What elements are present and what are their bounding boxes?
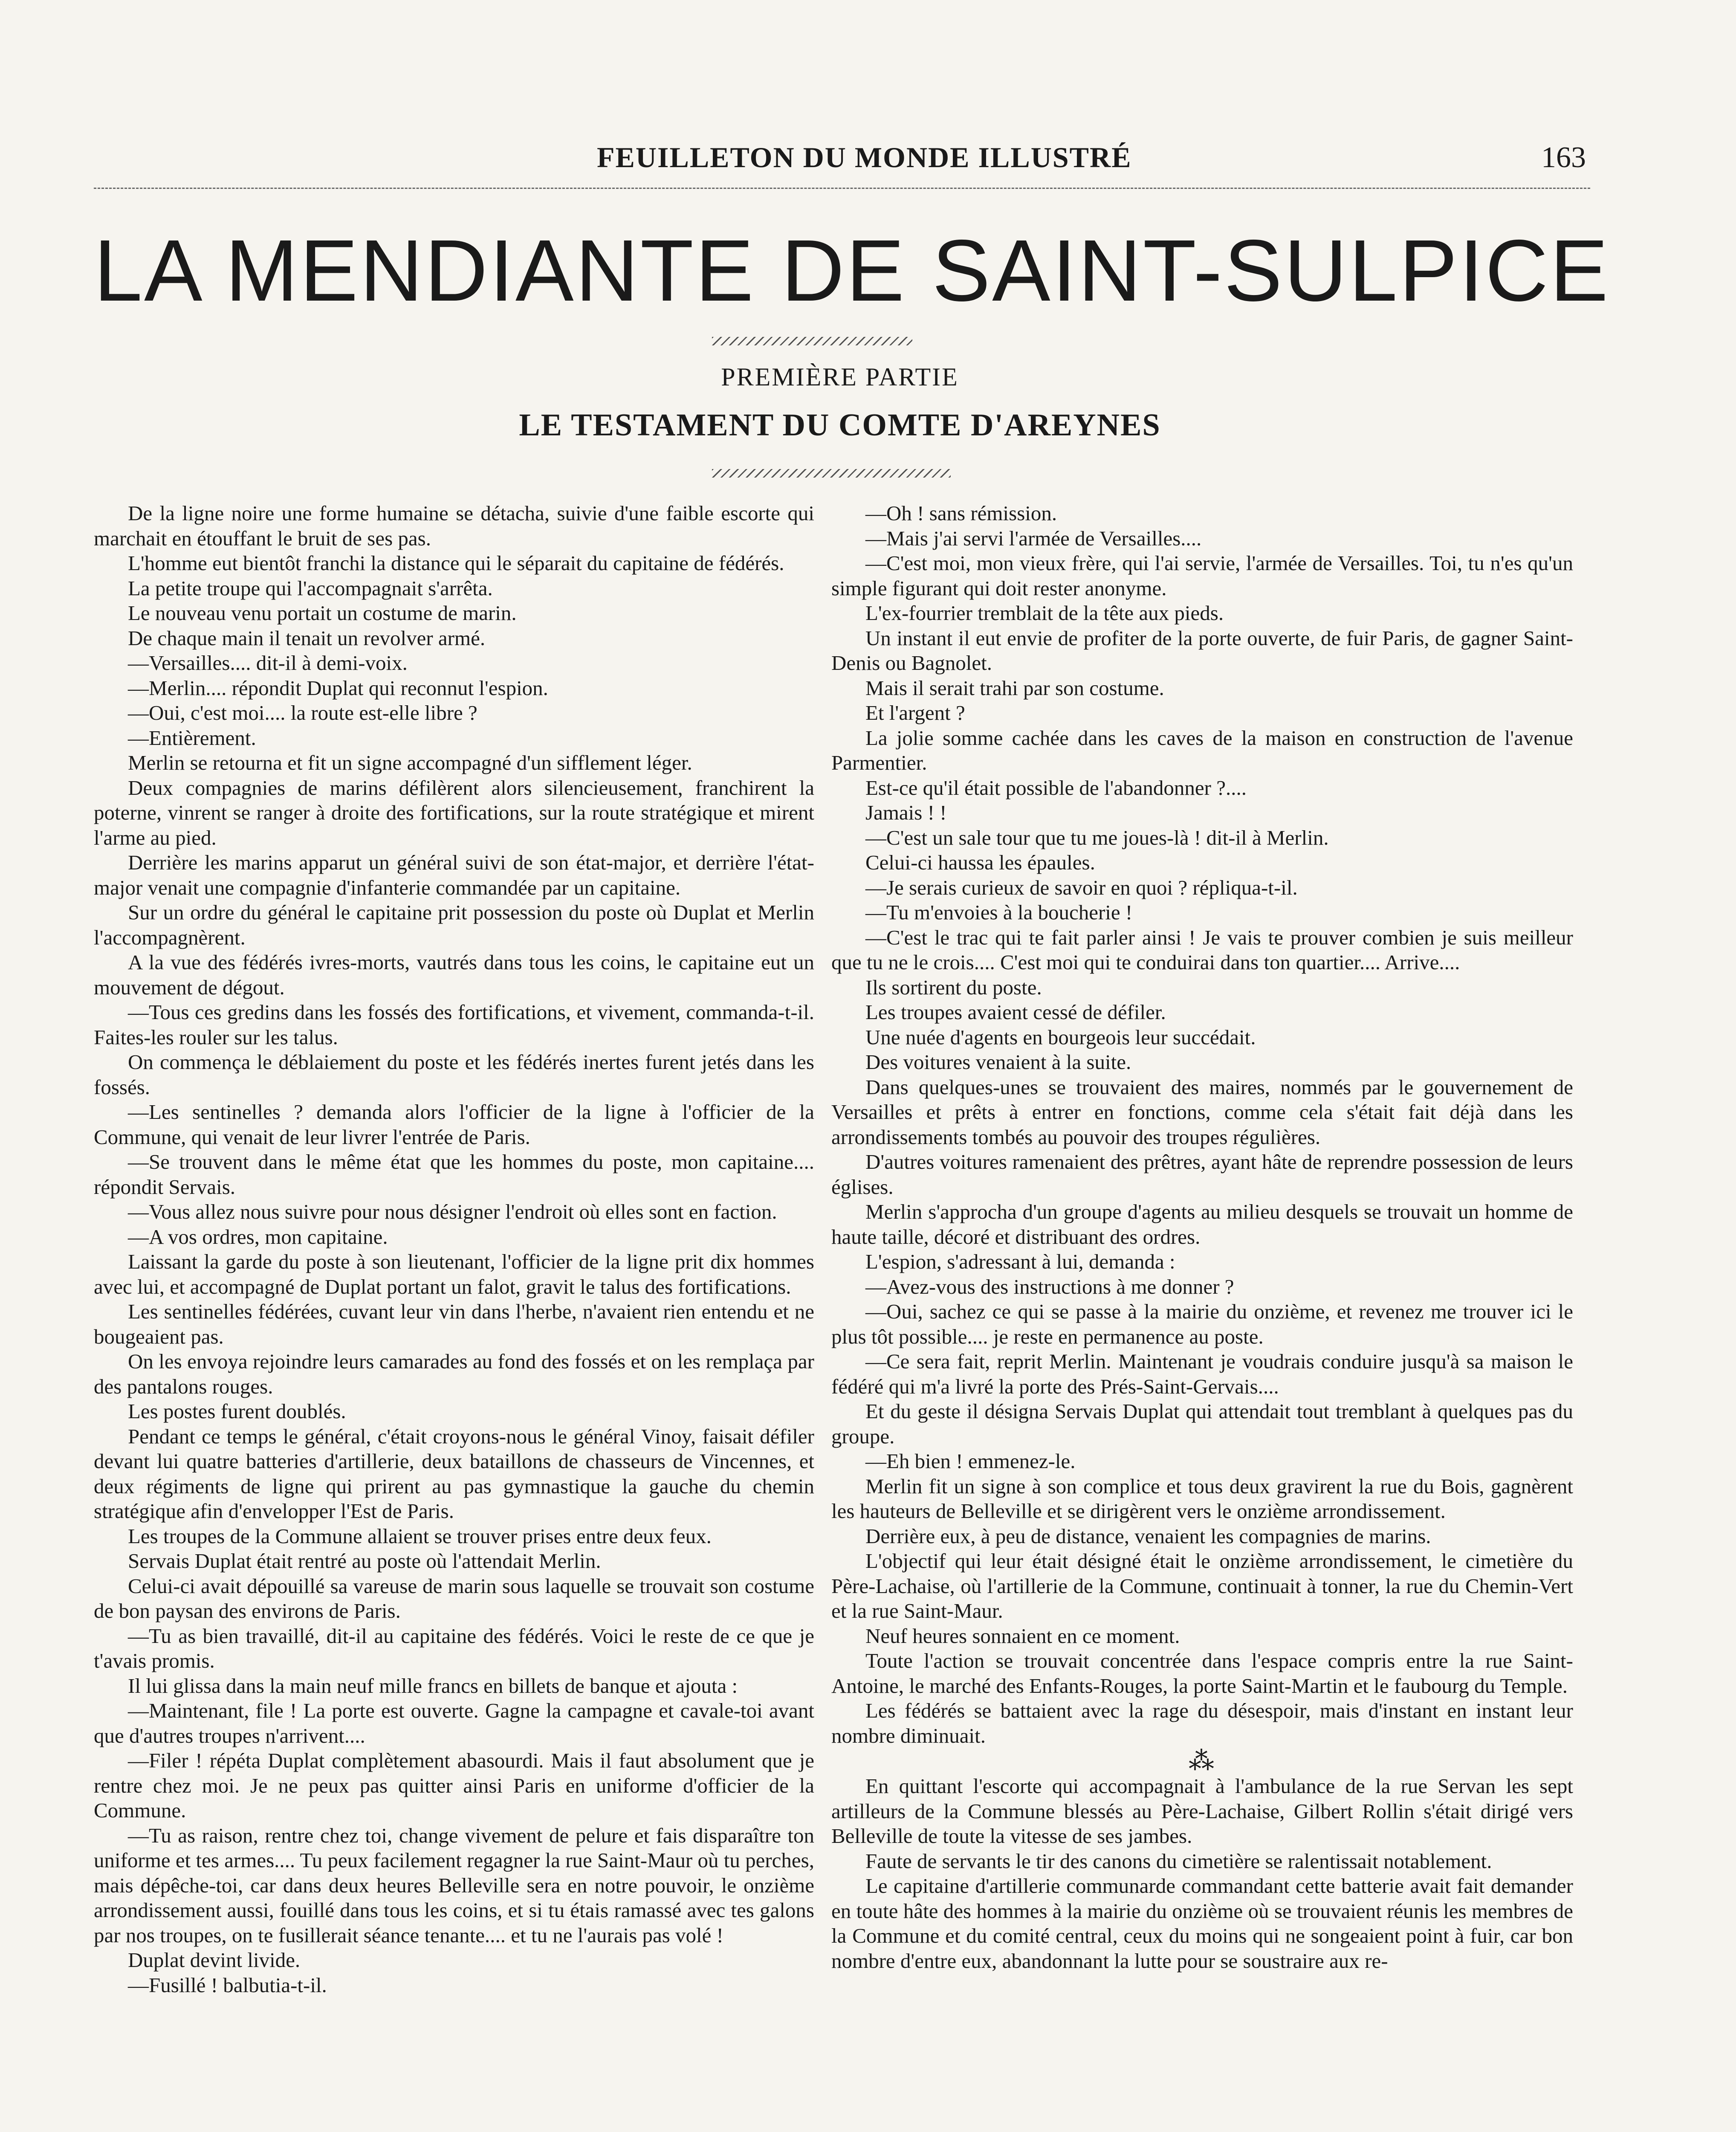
page-number: 163 (1541, 141, 1586, 174)
paragraph: Derrière eux, à peu de distance, venaient les compagnies de marins. (865, 1524, 1431, 1548)
paragraph: L'espion, s'adressant à lui, demanda : (865, 1250, 1175, 1273)
paragraph: Merlin se retourna et fit un signe accompagné d'un sifflement léger. (128, 751, 692, 774)
paragraph: Toute l'action se trouvait concentrée dans l'espace compris entre la rue Saint-Antoine, le marché des Enfants-Rouges, la porte Saint-Martin et le faubourg du Temple. (831, 1649, 1573, 1697)
paragraph: L'objectif qui leur était désigné était le onzième arrondissement, le cimetière du Père-Lachaise, où l'artillerie de la Commune, continuait à tonner, la rue du Chemin-Vert et la rue Saint-Maur. (831, 1549, 1573, 1622)
paragraph: —A vos ordres, mon capitaine. (128, 1225, 388, 1248)
right-column (831, 501, 1573, 1973)
paragraph: Sur un ordre du général le capitaine prit possession du poste où Duplat et Merlin l'accompagnèrent. (94, 901, 814, 949)
paragraph: —Versailles.... dit-il à demi-voix. (128, 651, 408, 675)
asterism-separator: ⁂ (1189, 1747, 1216, 1775)
paragraph: Les postes furent doublés. (128, 1399, 346, 1423)
paragraph: —Eh bien ! emmenez-le. (865, 1449, 1076, 1473)
paragraph: Dans quelques-unes se trouvaient des maires, nommés par le gouvernement de Versailles et prêts à entrer en fonctions, comme cela s'était fait déjà dans les arrondissements tombés au pouvoir des troupes régulières. (831, 1075, 1573, 1149)
subtitle: LE TESTAMENT DU COMTE D'AREYNES (519, 408, 1161, 443)
paragraph: Les sentinelles fédérées, cuvant leur vin dans l'herbe, n'avaient rien entendu et ne bougeaient pas. (94, 1300, 814, 1348)
paragraph: De chaque main il tenait un revolver armé. (128, 626, 486, 650)
paragraph: —C'est moi, mon vieux frère, qui l'ai servie, l'armée de Versailles. Toi, tu n'es qu'un simple figurant qui doit rester anonyme. (831, 551, 1573, 600)
paragraph: Merlin s'approcha d'un groupe d'agents au milieu desquels se trouvait un homme de haute taille, décoré et distribuant des ordres. (831, 1200, 1573, 1248)
paragraph: —Maintenant, file ! La porte est ouverte. Gagne la campagne et cavale-toi avant que d'autres troupes n'arrivent.... (94, 1699, 814, 1747)
paragraph: Derrière les marins apparut un général suivi de son état-major, et derrière l'état-major venait une compagnie d'infanterie commandée par un capitaine. (94, 851, 814, 899)
paragraph: Merlin fit un signe à son complice et tous deux gravirent la rue du Bois, gagnèrent les hauteurs de Belleville et se dirigèrent vers le onzième arrondissement. (831, 1474, 1573, 1523)
paragraph: Et du geste il désigna Servais Duplat qui attendait tout tremblant à quelques pas du groupe. (831, 1399, 1573, 1448)
paragraph: Jamais ! ! (865, 801, 947, 824)
paragraph: On les envoya rejoindre leurs camarades au fond des fossés et on les remplaça par des pantalons rouges. (94, 1350, 814, 1398)
paragraph: Est-ce qu'il était possible de l'abandonner ?.... (865, 776, 1247, 800)
running-title: FEUILLETON DU MONDE ILLUSTRÉ (597, 141, 1132, 174)
main-title: LA MENDIANTE DE SAINT-SULPICE (94, 222, 1610, 319)
paragraph: Les troupes avaient cessé de défiler. (865, 1000, 1166, 1024)
paragraph: Les fédérés se battaient avec la rage du désespoir, mais d'instant en instant leur nombre diminuait. (831, 1699, 1573, 1747)
paragraph: —Tu as bien travaillé, dit-il au capitaine des fédérés. Voici le reste de ce que je t'avais promis. (94, 1624, 814, 1672)
paragraph: Servais Duplat était rentré au poste où l'attendait Merlin. (128, 1549, 601, 1573)
wavy-divider-bottom (712, 469, 951, 478)
paragraph: —Merlin.... répondit Duplat qui reconnut l'espion. (128, 676, 548, 700)
paragraph: —Oui, c'est moi.... la route est-elle libre ? (128, 701, 477, 724)
paragraph: Le nouveau venu portait un costume de marin. (128, 601, 517, 625)
paragraph: —Tu as raison, rentre chez toi, change vivement de pelure et fais disparaître ton uniforme et tes armes.... Tu peux facilement regagner la rue Saint-Maur où tu perches, mais dépêche-toi, car dans deux heures Belleville sera en notre pouvoir, le onzième arrondissement aussi, fouillé dans tous les coins, et si tu étais ramassé avec tes galons par nos troupes, on te fusillerait séance tenante.... et tu ne l'aurais pas volé ! (94, 1823, 814, 1947)
paragraph: —Tous ces gredins dans les fossés des fortifications, et vivement, commanda-t-il. Faites-les rouler sur les talus. (94, 1000, 814, 1049)
paragraph: Mais il serait trahi par son costume. (865, 676, 1164, 700)
paragraph: Celui-ci haussa les épaules. (865, 851, 1095, 874)
paragraph: Duplat devint livide. (128, 1948, 301, 1972)
running-header (94, 141, 1586, 179)
paragraph: —Je serais curieux de savoir en quoi ? répliqua-t-il. (865, 875, 1298, 899)
paragraph: —Oui, sachez ce qui se passe à la mairie du onzième, et revenez me trouver ici le plus tôt possible.... je reste en permanence au poste. (831, 1300, 1573, 1348)
paragraph: La jolie somme cachée dans les caves de la maison en construction de l'avenue Parmentier. (831, 726, 1573, 774)
paragraph: De la ligne noire une forme humaine se détacha, suivie d'une faible escorte qui marchait en étouffant le bruit de ses pas. (94, 501, 814, 550)
paragraph: —Se trouvent dans le même état que les hommes du poste, mon capitaine.... répondit Servais. (94, 1150, 814, 1199)
paragraph: —C'est le trac qui te fait parler ainsi ! Je vais te prouver combien je suis meilleur que tu ne le crois.... C'est moi qui te conduirai dans ton quartier.... Arrive.... (831, 925, 1573, 974)
paragraph: Et l'argent ? (865, 701, 965, 724)
paragraph: Ils sortirent du poste. (865, 975, 1042, 999)
paragraph: Pendant ce temps le général, c'était croyons-nous le général Vinoy, faisait défiler devant lui quatre batteries d'artillerie, deux bataillons de chasseurs de Vincennes, et deux régiments de ligne qui prirent au pas gymnastique la gauche du chemin stratégique afin d'envelopper l'Est de Paris. (94, 1424, 814, 1523)
header-rule (94, 188, 1590, 189)
wavy-divider-top (712, 337, 912, 345)
paragraph: Un instant il eut envie de profiter de la porte ouverte, de fuir Paris, de gagner Saint-Denis ou Bagnolet. (831, 626, 1573, 675)
left-column (94, 501, 814, 1998)
paragraph: Il lui glissa dans la main neuf mille francs en billets de banque et ajouta : (128, 1674, 738, 1697)
paragraph: —Avez-vous des instructions à me donner ? (865, 1275, 1234, 1298)
paragraph: L'ex-fourrier tremblait de la tête aux pieds. (865, 601, 1224, 625)
paragraph: Faute de servants le tir des canons du cimetière se ralentissait notablement. (865, 1849, 1492, 1873)
paragraph: Deux compagnies de marins défilèrent alors silencieusement, franchirent la poterne, vinrent se ranger à droite des fortifications, sur la route stratégique et mirent l'arme au pied. (94, 776, 814, 849)
paragraph: —C'est un sale tour que tu me joues-là ! dit-il à Merlin. (865, 826, 1329, 849)
paragraph: Une nuée d'agents en bourgeois leur succédait. (865, 1025, 1256, 1049)
paragraph: —Filer ! répéta Duplat complètement abasourdi. Mais il faut absolument que je rentre chez moi. Je ne peux pas quitter ainsi Paris en uniforme d'officier de la Commune. (94, 1749, 814, 1822)
paragraph: A la vue des fédérés ivres-morts, vautrés dans tous les coins, le capitaine eut un mouvement de dégout. (94, 950, 814, 999)
paragraph: —Entièrement. (128, 726, 256, 750)
part-heading: PREMIÈRE PARTIE (721, 363, 959, 391)
paragraph: —Fusillé ! balbutia-t-il. (128, 1973, 327, 1997)
paragraph: —Tu m'envoies à la boucherie ! (865, 901, 1133, 924)
paragraph: —Oh ! sans rémission. (865, 501, 1057, 525)
paragraph: —Les sentinelles ? demanda alors l'officier de la ligne à l'officier de la Commune, qui venait de leur livrer l'entrée de Paris. (94, 1100, 814, 1149)
paragraph: Celui-ci avait dépouillé sa vareuse de marin sous laquelle se trouvait son costume de bon paysan des environs de Paris. (94, 1574, 814, 1622)
paragraph: Laissant la garde du poste à son lieutenant, l'officier de la ligne prit dix hommes avec lui, et accompagné de Duplat portant un falot, gravit le talus des fortifications. (94, 1250, 814, 1298)
paragraph: D'autres voitures ramenaient des prêtres, ayant hâte de reprendre possession de leurs églises. (831, 1150, 1573, 1199)
paragraph: Neuf heures sonnaient en ce moment. (865, 1624, 1180, 1648)
paragraph: Des voitures venaient à la suite. (865, 1050, 1131, 1074)
paragraph: En quittant l'escorte qui accompagnait à l'ambulance de la rue Servan les sept artilleurs de la Commune blessés au Père-Lachaise, Gilbert Rollin s'était dirigé vers Belleville de toute la vitesse de ses jambes. (831, 1774, 1573, 1848)
paragraph: L'homme eut bientôt franchi la distance qui le séparait du capitaine de fédérés. (128, 551, 784, 575)
paragraph: —Ce sera fait, reprit Merlin. Maintenant je voudrais conduire jusqu'à sa maison le fédéré qui m'a livré la porte des Prés-Saint-Gervais.... (831, 1350, 1573, 1398)
paragraph: La petite troupe qui l'accompagnait s'arrêta. (128, 576, 493, 600)
paragraph: —Mais j'ai servi l'armée de Versailles.... (865, 526, 1202, 550)
paragraph: —Vous allez nous suivre pour nous désigner l'endroit où elles sont en faction. (128, 1200, 777, 1223)
paragraph: Le capitaine d'artillerie communarde commandant cette batterie avait fait demander en toute hâte des hommes à la mairie du onzième où se trouvaient réunis les membres de la Commune et du comité central, ceux du moins qui ne songeaient point à fuir, car bon nombre d'entre eux, abandonnant la lutte pour se soustraire aux re- (831, 1874, 1573, 1973)
paragraph: On commença le déblaiement du poste et les fédérés inertes furent jetés dans les fossés. (94, 1050, 814, 1099)
paragraph: Les troupes de la Commune allaient se trouver prises entre deux feux. (128, 1524, 712, 1548)
